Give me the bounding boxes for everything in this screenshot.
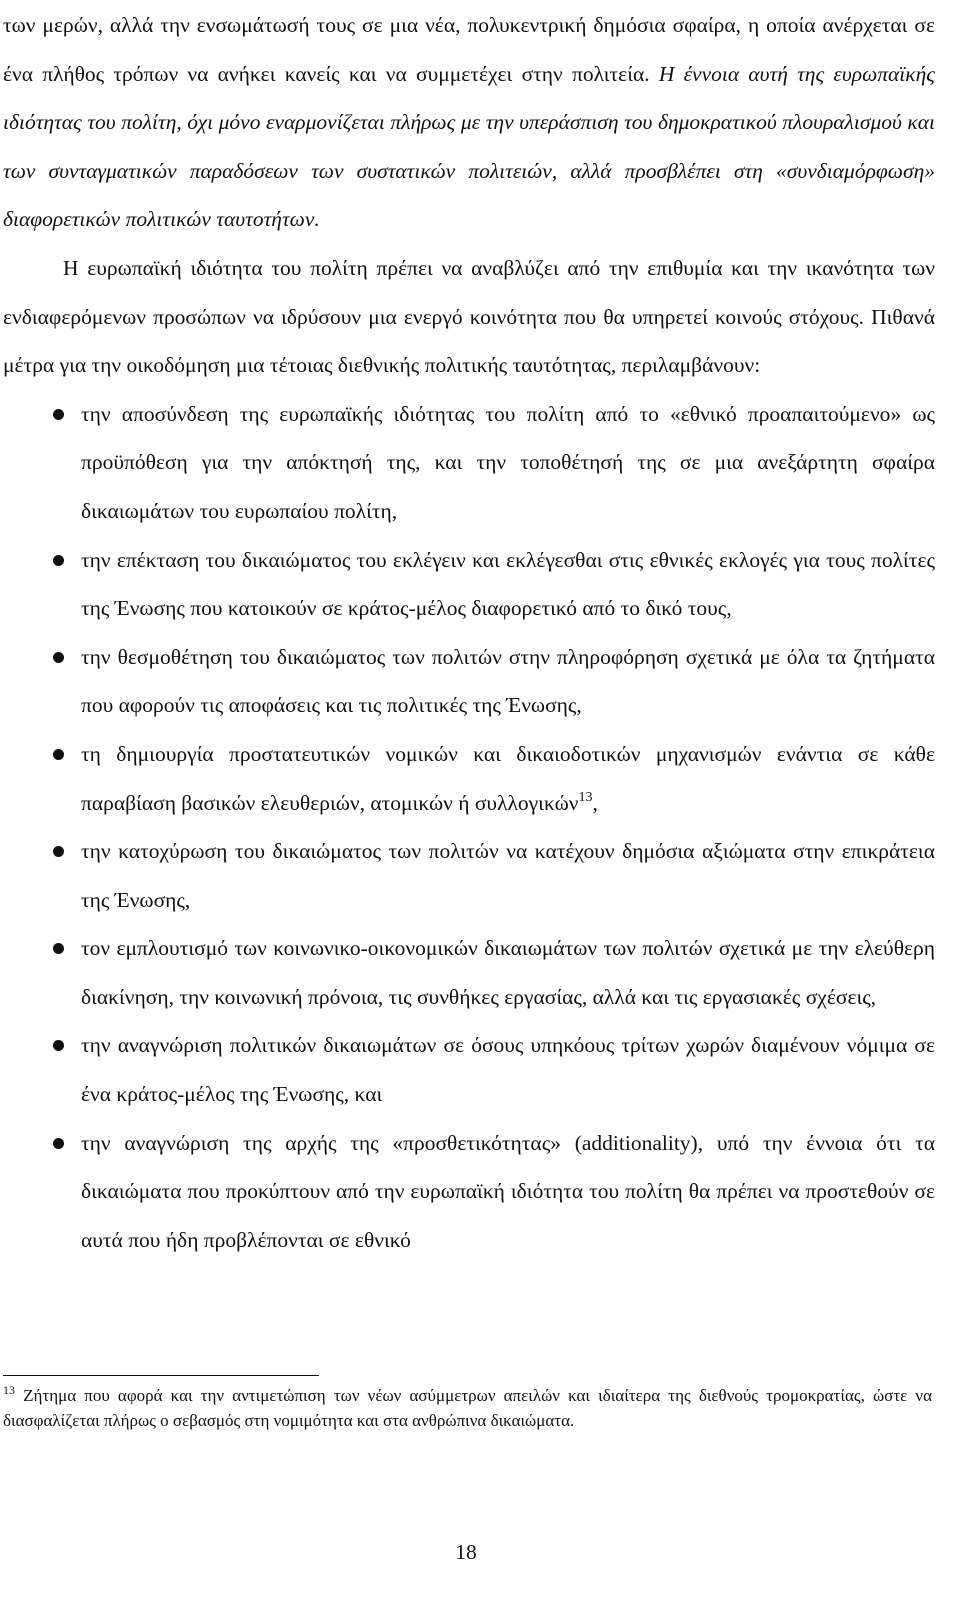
list-item	[3, 390, 935, 536]
list-item-text: την κατοχύρωση του δικαιώματος των πολιτών να κατέχουν δημόσια αξιώματα στην επικράτεια της Ένωσης,	[81, 839, 935, 912]
list-item	[3, 633, 935, 730]
footnote-divider	[3, 1375, 319, 1376]
bullet-icon	[53, 1138, 64, 1149]
paragraph-1	[3, 1, 935, 244]
footnote-reference[interactable]: 13	[578, 789, 593, 805]
paragraph-1-italic: Η έννοια αυτή της ευρωπαϊκής ιδιότητας του πολίτη, όχι μόνο εναρμονίζεται πλήρως με την υπεράσπιση του δημοκρατικού πλουραλισμού και των συνταγματικών παραδόσεων των συστατικών πολιτειών, αλλά προσβλέπει στη «συνδιαμόρφωση» διαφορετικών πολιτικών ταυτοτήτων.	[3, 61, 935, 232]
list-item-text: τη δημιουργία προστατευτικών νομικών και δικαιοδοτικών μηχανισμών ενάντια σε κάθε παραβίαση βασικών ελευθεριών, ατομικών ή συλλογικών	[81, 741, 935, 815]
list-item-text: τον εμπλουτισμό των κοινωνικο-οικονομικών δικαιωμάτων των πολιτών σχετικά με την ελεύθερη διακίνηση, την κοινωνική πρόνοια, τις συνθήκες εργασίας, αλλά και τις εργασιακές σχέσεις,	[81, 936, 935, 1009]
list-item	[3, 827, 935, 924]
footnote-text: Ζήτημα που αφορά και την αντιμετώπιση των νέων ασύμμετρων απειλών και ιδιαίτερα της διεθνούς τρομοκρατίας, ώστε να διασφαλίζεται πλήρως ο σεβασμός στη νομιμότητα και στα ανθρώπινα δικαιώματα.	[3, 1386, 933, 1430]
list-item-text: την αναγνώριση πολιτικών δικαιωμάτων σε όσους υπηκόους τρίτων χωρών διαμένουν νόμιμα σε ένα κράτος-μέλος της Ένωσης, και	[81, 1033, 935, 1107]
list-item	[3, 1021, 935, 1118]
footnote	[3, 1384, 932, 1433]
bullet-icon	[53, 555, 64, 566]
measures-list	[3, 390, 935, 1265]
list-item	[3, 924, 935, 1021]
bullet-icon	[53, 1040, 64, 1051]
list-item-text: την θεσμοθέτηση του δικαιώματος των πολιτών στην πληροφόρηση σχετικά με όλα τα ζητήματα που αφορούν τις αποφάσεις και τις πολιτικές της Ένωσης,	[81, 644, 935, 718]
page-number: 18	[455, 1540, 477, 1564]
bullet-icon	[53, 652, 64, 663]
list-item	[3, 536, 935, 633]
list-item-text: την αποσύνδεση της ευρωπαϊκής ιδιότητας του πολίτη από το «εθνικό προαπαιτούμενο» ως προϋπόθεση για την απόκτησή της, και την τοποθέτησή της σε μια ανεξάρτητη σφαίρα δικαιωμάτων του ευρωπαίου πολίτη,	[81, 401, 935, 523]
bullet-icon	[53, 943, 64, 954]
bullet-icon	[53, 749, 64, 760]
paragraph-1-text: των μερών, αλλά την ενσωμάτωσή τους σε μια νέα, πολυκεντρική δημόσια σφαίρα, η οποία ανέρχεται σε ένα πλήθος τρόπων να ανήκει κανείς και να συμμετέχει στην πολιτεία.	[3, 13, 935, 86]
document-page	[3, 0, 935, 1264]
list-item-suffix: ,	[592, 790, 598, 815]
footnote-number: 13	[3, 1383, 15, 1397]
list-item-text: την αναγνώριση της αρχής της «προσθετικότητας» (additionality), υπό την έννοια ότι τα δικαιώματα που προκύπτουν από την ευρωπαϊκή ιδιότητα του πολίτη θα πρέπει να προστεθούν σε αυτά που ήδη προβλέπονται σε εθνικό	[81, 1130, 935, 1252]
list-item-text: την επέκταση του δικαιώματος του εκλέγειν και εκλέγεσθαι στις εθνικές εκλογές για τους πολίτες της Ένωσης που κατοικούν σε κράτος-μέλος διαφορετικό από το δικό τους,	[81, 547, 935, 621]
bullet-icon	[53, 846, 64, 857]
bullet-icon	[53, 409, 64, 420]
list-item	[3, 1119, 935, 1265]
paragraph-2: Η ευρωπαϊκή ιδιότητα του πολίτη πρέπει να αναβλύζει από την επιθυμία και την ικανότητα των ενδιαφερόμενων προσώπων να ιδρύσουν μια ενεργό κοινότητα που θα υπηρετεί κοινούς στόχους. Πιθανά μέτρα για την οικοδόμηση μια τέτοιας διεθνικής πολιτικής ταυτότητας, περιλαμβάνουν:	[3, 255, 935, 378]
list-item	[3, 730, 935, 827]
